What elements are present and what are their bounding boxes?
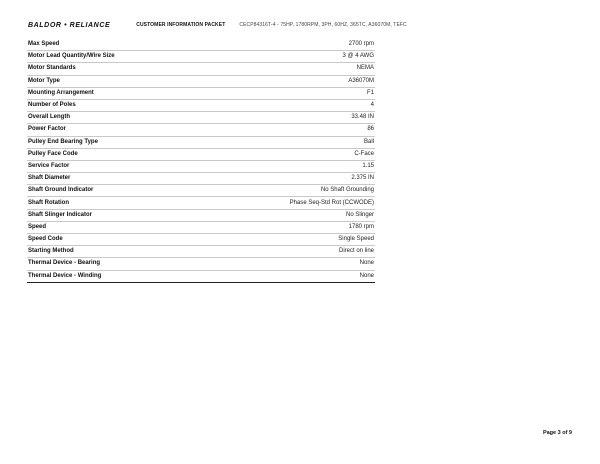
spec-value: None [203,270,375,282]
table-row [27,234,375,246]
spec-value: Ball [203,136,375,148]
spec-value: Direct on line [203,246,375,258]
table-row [27,112,375,124]
table-row [27,160,375,172]
spec-value: A36070M [203,75,375,87]
spec-label: Power Factor [27,124,203,136]
table-row [27,136,375,148]
spec-label: Number of Poles [27,99,203,111]
table-row [27,63,375,75]
spec-value: 2700 rpm [203,39,375,51]
spec-label: Motor Lead Quantity/Wire Size [27,51,203,63]
spec-value: No Slinger [203,209,375,221]
table-row [27,75,375,87]
spec-value: F1 [203,87,375,99]
table-row [27,185,375,197]
spec-value: 4 [203,99,375,111]
table-row [27,258,375,270]
spec-label: Motor Type [27,75,203,87]
table-row [27,270,375,282]
table-row [27,209,375,221]
spec-label: Shaft Diameter [27,173,203,185]
spec-value: Phase Seq-Std Rot (CCWODE) [203,197,375,209]
spec-value: 1780 rpm [203,221,375,233]
spec-label: Thermal Device - Winding [27,270,203,282]
spec-value: No Shaft Grounding [203,185,375,197]
page-header [28,20,407,30]
spec-table [27,39,375,283]
spec-value: 86 [203,124,375,136]
spec-value: 1.15 [203,160,375,172]
spec-label: Service Factor [27,160,203,172]
spec-label: Starting Method [27,246,203,258]
spec-label: Motor Standards [27,63,203,75]
table-row [27,39,375,51]
table-row [27,124,375,136]
spec-label: Pulley End Bearing Type [27,136,203,148]
spec-label: Speed Code [27,234,203,246]
spec-value: 33.48 IN [203,112,375,124]
spec-label: Max Speed [27,39,203,51]
spec-value: 3 @ 4 AWG [203,51,375,63]
brand-logo: BALDOR • RELIANCE [28,21,111,29]
document-subtitle: CECP84316T-4 - 75HP, 1780RPM, 3PH, 60HZ, 365TC, A36070M, TEFC [239,22,407,28]
spec-value: C-Face [203,148,375,160]
spec-table-body [27,39,375,282]
table-row [27,173,375,185]
document-title: CUSTOMER INFORMATION PACKET [136,22,226,28]
spec-label: Shaft Rotation [27,197,203,209]
page-number: Page 3 of 9 [542,430,572,436]
table-row [27,221,375,233]
table-row [27,51,375,63]
table-row [27,197,375,209]
spec-label: Speed [27,221,203,233]
spec-value: 2.375 IN [203,173,375,185]
spec-label: Shaft Ground Indicator [27,185,203,197]
table-row [27,87,375,99]
spec-label: Pulley Face Code [27,148,203,160]
spec-label: Mounting Arrangement [27,87,203,99]
spec-value: None [203,258,375,270]
spec-label: Shaft Slinger Indicator [27,209,203,221]
table-row [27,246,375,258]
table-row [27,148,375,160]
spec-value: Single Speed [203,234,375,246]
spec-value: NEMA [203,63,375,75]
table-row [27,99,375,111]
spec-label: Thermal Device - Bearing [27,258,203,270]
spec-label: Overall Length [27,112,203,124]
